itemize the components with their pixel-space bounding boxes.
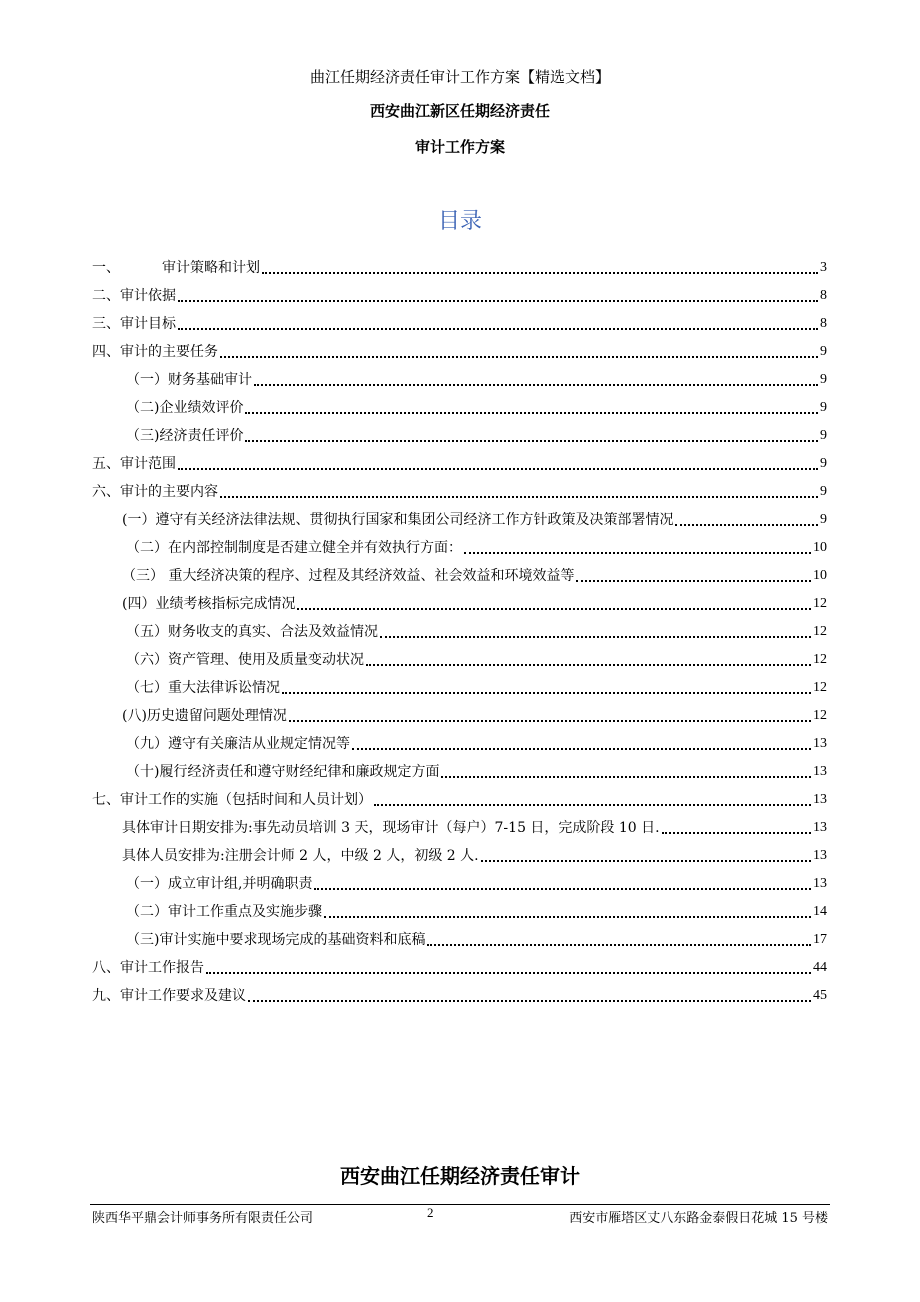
toc-entry[interactable] bbox=[92, 894, 827, 922]
toc-leader-dots bbox=[178, 300, 818, 302]
toc-entry[interactable] bbox=[92, 306, 827, 334]
toc-entry-page: 12 bbox=[813, 596, 827, 611]
toc-entry-page: 9 bbox=[820, 372, 827, 387]
toc-entry-label: (一）遵守有关经济法律法规、贯彻执行国家和集团公司经济工作方针政策及决策部署情况 bbox=[122, 512, 674, 528]
toc-leader-dots bbox=[220, 496, 818, 498]
table-of-contents bbox=[92, 250, 827, 1006]
toc-entry-page: 8 bbox=[820, 316, 827, 331]
toc-entry-label: （六）资产管理、使用及质量变动状况 bbox=[126, 652, 364, 668]
toc-entry-label: 六、审计的主要内容 bbox=[92, 484, 218, 500]
toc-entry-page: 14 bbox=[813, 904, 827, 919]
toc-entry-label: 一、 审计策略和计划 bbox=[92, 260, 260, 276]
toc-entry[interactable] bbox=[92, 698, 827, 726]
toc-entry-page: 13 bbox=[813, 736, 827, 751]
toc-entry-page: 9 bbox=[820, 456, 827, 471]
toc-leader-dots bbox=[441, 776, 811, 778]
toc-entry[interactable] bbox=[92, 922, 827, 950]
toc-entry-page: 13 bbox=[813, 876, 827, 891]
toc-leader-dots bbox=[380, 636, 811, 638]
toc-leader-dots bbox=[262, 272, 818, 274]
toc-entry[interactable] bbox=[92, 334, 827, 362]
toc-leader-dots bbox=[245, 412, 818, 414]
toc-entry-page: 44 bbox=[813, 960, 827, 975]
toc-entry-label: 四、审计的主要任务 bbox=[92, 344, 218, 360]
toc-entry[interactable] bbox=[92, 362, 827, 390]
toc-leader-dots bbox=[324, 916, 811, 918]
toc-entry-label: （三)经济责任评价 bbox=[126, 428, 244, 444]
toc-leader-dots bbox=[576, 580, 811, 582]
toc-entry-label: 二、审计依据 bbox=[92, 288, 176, 304]
toc-entry-label: （二)企业绩效评价 bbox=[126, 400, 244, 416]
toc-entry-label: 具体人员安排为:注册会计师 2 人，中级 2 人，初级 2 人. bbox=[122, 848, 479, 864]
toc-entry-label: 七、审计工作的实施（包括时间和人员计划） bbox=[92, 792, 372, 808]
toc-entry[interactable] bbox=[92, 502, 827, 530]
toc-leader-dots bbox=[675, 524, 818, 526]
toc-leader-dots bbox=[220, 356, 818, 358]
toc-entry-label: （十)履行经济责任和遵守财经纪律和廉政规定方面 bbox=[126, 764, 440, 780]
toc-entry-label: （五）财务收支的真实、合法及效益情况 bbox=[126, 624, 378, 640]
toc-entry-page: 13 bbox=[813, 792, 827, 807]
toc-entry-label: 三、审计目标 bbox=[92, 316, 176, 332]
toc-leader-dots bbox=[282, 692, 811, 694]
toc-leader-dots bbox=[206, 972, 811, 974]
toc-entry[interactable] bbox=[92, 866, 827, 894]
toc-entry-label: 八、审计工作报告 bbox=[92, 960, 204, 976]
toc-leader-dots bbox=[254, 384, 818, 386]
toc-entry-page: 10 bbox=[813, 540, 827, 555]
toc-entry-label: (八)历史遗留问题处理情况 bbox=[122, 708, 287, 724]
footer-divider bbox=[90, 1204, 830, 1205]
toc-entry-page: 10 bbox=[813, 568, 827, 583]
toc-entry[interactable] bbox=[92, 530, 827, 558]
toc-entry-label: (四）业绩考核指标完成情况 bbox=[122, 596, 296, 612]
toc-entry[interactable] bbox=[92, 810, 827, 838]
toc-entry-page: 45 bbox=[813, 988, 827, 1003]
toc-entry[interactable] bbox=[92, 978, 827, 1006]
toc-entry[interactable] bbox=[92, 726, 827, 754]
toc-entry[interactable] bbox=[92, 950, 827, 978]
toc-entry-page: 13 bbox=[813, 820, 827, 835]
toc-entry[interactable] bbox=[92, 838, 827, 866]
toc-heading: 目录 bbox=[437, 209, 482, 234]
toc-leader-dots bbox=[248, 1000, 811, 1002]
toc-entry-page: 13 bbox=[813, 764, 827, 779]
toc-entry-label: （一）财务基础审计 bbox=[126, 372, 252, 388]
toc-entry[interactable] bbox=[92, 642, 827, 670]
toc-entry-page: 12 bbox=[813, 652, 827, 667]
toc-entry[interactable] bbox=[92, 446, 827, 474]
toc-entry[interactable] bbox=[92, 558, 827, 586]
toc-entry-label: 具体审计日期安排为:事先动员培训 3 天，现场审计（每户）7-15 日，完成阶段 10 日. bbox=[122, 820, 660, 836]
toc-entry[interactable] bbox=[92, 390, 827, 418]
toc-entry-label: （三） 重大经济决策的程序、过程及其经济效益、社会效益和环境效益等 bbox=[122, 568, 575, 584]
toc-entry-page: 9 bbox=[820, 344, 827, 359]
toc-entry-label: （二）在内部控制制度是否建立健全并有效执行方面： bbox=[126, 540, 462, 556]
toc-entry[interactable] bbox=[92, 418, 827, 446]
toc-entry[interactable] bbox=[92, 670, 827, 698]
report-title-line2: 审计工作方案 bbox=[414, 138, 505, 156]
toc-leader-dots bbox=[481, 860, 811, 862]
toc-entry-page: 9 bbox=[820, 512, 827, 527]
toc-entry-page: 12 bbox=[813, 680, 827, 695]
toc-entry-page: 17 bbox=[813, 932, 827, 947]
footer-company: 陕西华平鼎会计师事务所有限责任公司 bbox=[92, 1211, 314, 1226]
toc-entry[interactable] bbox=[92, 474, 827, 502]
toc-entry[interactable] bbox=[92, 586, 827, 614]
toc-entry-page: 9 bbox=[820, 484, 827, 499]
toc-entry-label: 五、审计范围 bbox=[92, 456, 176, 472]
toc-leader-dots bbox=[427, 944, 811, 946]
toc-leader-dots bbox=[352, 748, 811, 750]
toc-entry-page: 9 bbox=[820, 428, 827, 443]
toc-entry[interactable] bbox=[92, 782, 827, 810]
toc-entry-label: （七）重大法律诉讼情况 bbox=[126, 680, 280, 696]
toc-leader-dots bbox=[178, 328, 818, 330]
toc-entry-label: 九、审计工作要求及建议 bbox=[92, 988, 246, 1004]
toc-entry-page: 9 bbox=[820, 400, 827, 415]
toc-leader-dots bbox=[662, 832, 811, 834]
toc-entry-page: 13 bbox=[813, 848, 827, 863]
toc-leader-dots bbox=[374, 804, 811, 806]
toc-entry-label: （一）成立审计组,并明确职责 bbox=[126, 876, 313, 892]
report-title-line1: 西安曲江新区任期经济责任 bbox=[369, 102, 550, 120]
toc-leader-dots bbox=[289, 720, 811, 722]
document-title: 曲江任期经济责任审计工作方案【精选文档】 bbox=[309, 68, 610, 86]
toc-entry-page: 3 bbox=[820, 260, 827, 275]
toc-leader-dots bbox=[464, 552, 811, 554]
toc-leader-dots bbox=[297, 608, 811, 610]
toc-leader-dots bbox=[245, 440, 818, 442]
toc-entry-page: 12 bbox=[813, 708, 827, 723]
toc-leader-dots bbox=[314, 888, 811, 890]
toc-leader-dots bbox=[178, 468, 818, 470]
toc-entry[interactable] bbox=[92, 278, 827, 306]
toc-entry-page: 12 bbox=[813, 624, 827, 639]
toc-entry-label: （九）遵守有关廉洁从业规定情况等 bbox=[126, 736, 350, 752]
toc-entry-label: （二）审计工作重点及实施步骤 bbox=[126, 904, 322, 920]
footer-address: 西安市雁塔区丈八东路金泰假日花城 15 号楼 bbox=[569, 1211, 828, 1226]
footer-page-number: 2 bbox=[427, 1205, 434, 1220]
toc-leader-dots bbox=[366, 664, 811, 666]
toc-entry-label: （三)审计实施中要求现场完成的基础资料和底稿 bbox=[126, 932, 426, 948]
toc-entry-page: 8 bbox=[820, 288, 827, 303]
section-heading: 西安曲江任期经济责任审计 bbox=[340, 1164, 580, 1188]
toc-entry[interactable] bbox=[92, 754, 827, 782]
toc-entry[interactable] bbox=[92, 614, 827, 642]
toc-entry[interactable] bbox=[92, 250, 827, 278]
